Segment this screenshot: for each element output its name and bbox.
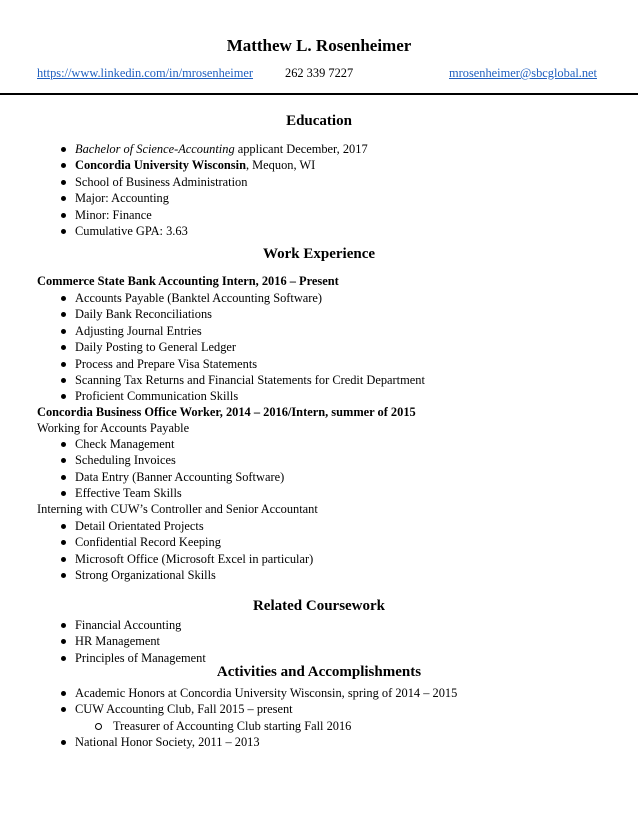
job2-duties-list <box>0 436 284 502</box>
candidate-name: Matthew L. Rosenheimer <box>226 36 412 55</box>
activities-list <box>0 685 457 751</box>
list-item: HR Management <box>0 633 206 649</box>
linkedin-link[interactable]: https://www.linkedin.com/in/mrosenheimer <box>37 66 254 80</box>
email-link[interactable]: mrosenheimer@sbcglobal.net <box>448 66 597 80</box>
list-item: Microsoft Office (Microsoft Excel in particular) <box>0 551 313 567</box>
contact-line <box>37 66 597 82</box>
list-item: Proficient Communication Skills <box>0 388 425 404</box>
header-divider <box>0 93 638 95</box>
job2-intern-list <box>0 518 313 584</box>
activities-heading: Activities and Accomplishments <box>216 664 422 680</box>
job-title: Concordia Business Office Worker, 2014 – 2016/Intern, summer of 2015 <box>37 405 416 419</box>
job1-duties-list <box>0 290 425 405</box>
list-item: School of Business Administration <box>0 174 368 190</box>
bullet-icon <box>61 740 66 745</box>
list-item: Check Management <box>0 436 284 452</box>
bullet-icon <box>61 329 66 334</box>
education-list <box>0 141 368 239</box>
bullet-icon <box>61 163 66 168</box>
bullet-icon <box>61 707 66 712</box>
list-item: Cumulative GPA: 3.63 <box>0 223 368 239</box>
job-subheading: Interning with CUW’s Controller and Senior Accountant <box>37 502 318 516</box>
bullet-icon <box>61 458 66 463</box>
list-item: Confidential Record Keeping <box>0 534 313 550</box>
list-item: Detail Orientated Projects <box>0 518 313 534</box>
list-item: Major: Accounting <box>0 190 368 206</box>
list-item: Accounts Payable (Banktel Accounting Software) <box>0 290 425 306</box>
job-title: Commerce State Bank Accounting Intern, 2016 – Present <box>37 274 339 288</box>
hollow-bullet-icon <box>95 723 102 730</box>
list-item: Scanning Tax Returns and Financial Statements for Credit Department <box>0 372 425 388</box>
list-item: Academic Honors at Concordia University Wisconsin, spring of 2014 – 2015 <box>0 685 457 701</box>
bullet-icon <box>61 378 66 383</box>
list-item: CUW Accounting Club, Fall 2015 – present <box>0 701 457 717</box>
bullet-icon <box>61 656 66 661</box>
list-item: Minor: Finance <box>0 207 368 223</box>
list-item: Daily Bank Reconciliations <box>0 306 425 322</box>
bullet-icon <box>61 691 66 696</box>
bullet-icon <box>61 296 66 301</box>
bullet-icon <box>61 540 66 545</box>
bullet-icon <box>61 362 66 367</box>
coursework-list <box>0 617 206 666</box>
bullet-icon <box>61 442 66 447</box>
job-subheading: Working for Accounts Payable <box>37 421 190 435</box>
list-item: Concordia University Wisconsin, Mequon, WI <box>0 157 368 173</box>
bullet-icon <box>61 557 66 562</box>
bullet-icon <box>61 196 66 201</box>
list-item: Daily Posting to General Ledger <box>0 339 425 355</box>
bullet-icon <box>61 229 66 234</box>
coursework-heading: Related Coursework <box>252 598 386 614</box>
bullet-icon <box>61 524 66 529</box>
list-item: Strong Organizational Skills <box>0 567 313 583</box>
bullet-icon <box>61 639 66 644</box>
education-heading: Education <box>286 113 352 129</box>
list-item: Scheduling Invoices <box>0 452 284 468</box>
list-item: Treasurer of Accounting Club starting Fall 2016 <box>0 718 457 734</box>
bullet-icon <box>61 394 66 399</box>
bullet-icon <box>61 345 66 350</box>
list-item: Effective Team Skills <box>0 485 284 501</box>
bullet-icon <box>61 623 66 628</box>
list-item: Adjusting Journal Entries <box>0 323 425 339</box>
bullet-icon <box>61 312 66 317</box>
bullet-icon <box>61 180 66 185</box>
list-item: Process and Prepare Visa Statements <box>0 356 425 372</box>
phone-number: 262 339 7227 <box>285 66 354 80</box>
bullet-icon <box>61 213 66 218</box>
list-item: Bachelor of Science-Accounting applicant December, 2017 <box>0 141 368 157</box>
work-heading: Work Experience <box>262 246 376 262</box>
list-item: Financial Accounting <box>0 617 206 633</box>
list-item: Data Entry (Banner Accounting Software) <box>0 469 284 485</box>
list-item: Principles of Management <box>0 650 206 666</box>
bullet-icon <box>61 147 66 152</box>
list-item: National Honor Society, 2011 – 2013 <box>0 734 457 750</box>
bullet-icon <box>61 491 66 496</box>
bullet-icon <box>61 573 66 578</box>
bullet-icon <box>61 475 66 480</box>
